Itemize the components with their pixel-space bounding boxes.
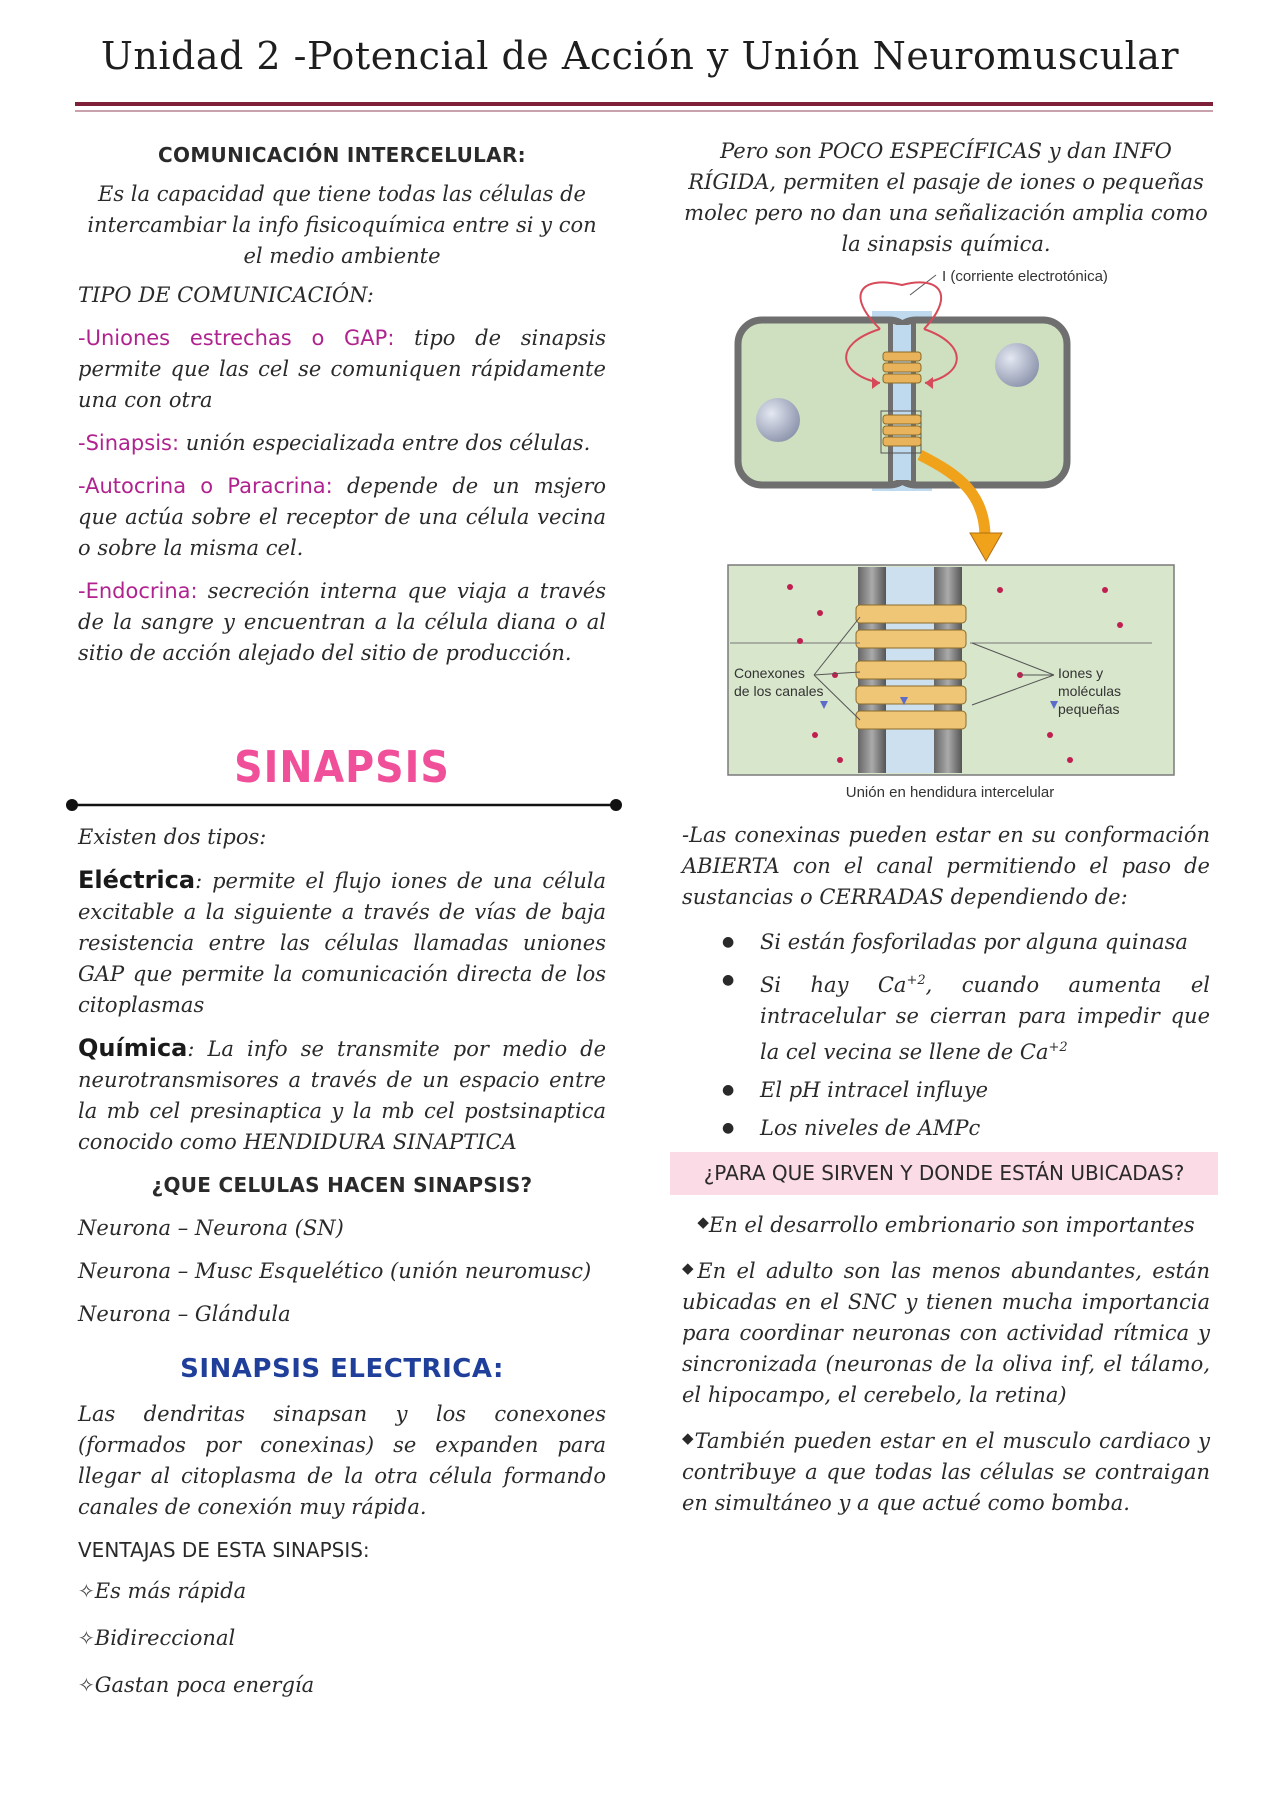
left-column-lower <box>78 822 606 1701</box>
zoom-arrow-head-icon <box>970 533 1002 561</box>
point-item: ◆En el adulto son las menos abundantes, están ubicadas en el SNC y tienen mucha importancia para coordinar neuronas con actividad rítmica y sincronizada (neuronas de la oliva inf, el tálamo, el hipocampo, el cerebelo, la retina) <box>682 1259 1210 1407</box>
right-column-intro <box>682 136 1210 260</box>
quimica-definition <box>78 1033 606 1158</box>
type-autocrina-term: -Autocrina o Paracrina: <box>78 474 333 498</box>
type-endocrina <box>78 576 606 669</box>
comunicacion-heading: COMUNICACIÓN INTERCELULAR: <box>158 143 526 167</box>
pair-3: Neurona – Glándula <box>78 1302 291 1326</box>
type-gap-term: -Uniones estrechas o GAP: <box>78 326 395 350</box>
connexon-top <box>883 352 921 383</box>
conexinas-paragraph: -Las conexinas pueden estar en su conformación ABIERTA con el canal permitiendo el paso de sustancias o CERRADAS dependiendo de: <box>682 823 1210 909</box>
star-icon: ✧ <box>78 1626 95 1650</box>
electrica-definition <box>78 865 606 1021</box>
list-item: ● Si están fosforiladas por alguna quinasa <box>760 927 1210 958</box>
cell-left <box>738 320 913 485</box>
gap-junction-figure <box>720 265 1180 805</box>
quimica-term: Química <box>78 1034 188 1062</box>
conexones-label-line2: de los canales <box>734 683 824 699</box>
intro-paragraph: Pero son POCO ESPECÍFICAS y dan INFO RÍGIDA, permiten el pasaje de iones o pequeñas molec pero no dan una señalización amplia como la sinapsis química. <box>684 139 1208 256</box>
cleft <box>893 325 911 480</box>
membrane-right <box>911 323 916 483</box>
ventaja-label: Gastan poca energía <box>94 1673 315 1697</box>
conexinas-conditions <box>682 927 1210 1144</box>
right-column-lower <box>682 820 1210 1519</box>
quimica-desc: : La info se transmite por medio de neurotransmisores a través de un espacio entre la mb cel presinaptica y la mb cel postsinaptica conocido como HENDIDURA SINAPTICA <box>78 1037 606 1154</box>
type-autocrina <box>78 471 606 564</box>
type-endocrina-desc: secreción interna que viaja a través de la sangre y encuentran a la célula diana o al sitio de acción alejado del sitio de producción. <box>78 579 606 665</box>
sinapsis-title: SINAPSIS <box>234 742 450 793</box>
iones-label-line1: Iones y <box>1058 665 1104 681</box>
pair-2: Neurona – Musc Esquelético (unión neuromusc) <box>78 1259 592 1283</box>
nucleus-right <box>995 343 1039 387</box>
type-gap-desc: tipo de sinapsis permite que las cel se comuniquen rápidamente una con otra <box>78 326 607 412</box>
ventaja-item <box>78 1576 606 1607</box>
point-item: ◆En el desarrollo embrionario son importantes <box>697 1213 1195 1237</box>
iones-label-line3: pequeñas <box>1058 701 1120 717</box>
comunicacion-definition: Es la capacidad que tiene todas las células de intercambiar la info fisicoquímica entre si y con el medio ambiente <box>87 182 597 268</box>
tipo-heading: TIPO DE COMUNICACIÓN: <box>78 283 374 307</box>
sinapsis-divider <box>64 795 624 815</box>
title-divider-thin <box>75 110 1213 112</box>
type-sinapsis-term: -Sinapsis: <box>78 431 180 455</box>
sinapsis-electrica-heading: SINAPSIS ELECTRICA: <box>180 1354 504 1384</box>
ventajas-heading: VENTAJAS DE ESTA SINAPSIS: <box>78 1538 370 1562</box>
list-item: ● El pH intracel influye <box>760 1075 1210 1106</box>
type-gap <box>78 323 606 416</box>
figure-caption: Unión en hendidura intercelular <box>845 784 1055 801</box>
type-sinapsis-desc: unión especializada entre dos células. <box>179 431 591 455</box>
ventaja-item <box>78 1670 606 1701</box>
type-autocrina-desc: depende de un msjero que actúa sobre el receptor de una célula vecina o sobre la misma cel. <box>78 474 607 560</box>
membrane-left <box>888 323 893 483</box>
iones-label-line2: moléculas <box>1058 683 1122 699</box>
existen-text: Existen dos tipos: <box>78 825 267 849</box>
ventaja-item <box>78 1623 606 1654</box>
star-icon: ✧ <box>78 1579 95 1603</box>
diamond-icon: ◆ <box>682 1429 695 1447</box>
pair-1: Neurona – Neurona (SN) <box>78 1216 344 1240</box>
conexones-label-line1: Conexones <box>734 665 805 681</box>
que-celulas-heading: ¿QUE CELULAS HACEN SINAPSIS? <box>151 1173 533 1197</box>
type-sinapsis <box>78 428 606 459</box>
star-icon: ✧ <box>78 1673 95 1697</box>
point-item: ◆También pueden estar en el musculo cardiaco y contribuye a que todas las células se contraigan en simultáneo y a que actué como bomba. <box>682 1429 1210 1515</box>
type-endocrina-term: -Endocrina: <box>78 579 198 603</box>
current-label: I (corriente electrotónica) <box>942 268 1108 285</box>
ventaja-label: Es más rápida <box>94 1579 247 1603</box>
electrica-term: Eléctrica <box>78 866 196 894</box>
left-column <box>78 140 606 669</box>
list-item: ● Los niveles de AMPc <box>760 1113 1210 1144</box>
title-divider <box>75 102 1213 106</box>
nucleus-left <box>756 398 800 442</box>
electrica-paragraph: Las dendritas sinapsan y los conexones (formados por conexinas) se expanden para llegar al citoplasma de la otra célula formando canales de conexión muy rápida. <box>78 1402 606 1519</box>
electrica-desc: : permite el flujo iones de una célula excitable a la siguiente a través de vías de baja resistencia entre las células llamadas uniones GAP que permite la comunicación directa de los citoplasmas <box>78 869 606 1017</box>
diamond-icon: ◆ <box>697 1213 709 1231</box>
page-title: Unidad 2 -Potencial de Acción y Unión Neuromuscular <box>100 34 1180 78</box>
diamond-icon: ◆ <box>682 1259 698 1277</box>
para-que-heading: ¿PARA QUE SIRVEN Y DONDE ESTÁN UBICADAS? <box>670 1152 1218 1195</box>
list-item: ● Si hay $Ca^{+2}$, cuando aumenta el intracelular se cierran para impedir que la cel vecina se llene de $Ca^{+2}$ <box>760 965 1210 1068</box>
ventaja-label: Bidireccional <box>94 1626 236 1650</box>
